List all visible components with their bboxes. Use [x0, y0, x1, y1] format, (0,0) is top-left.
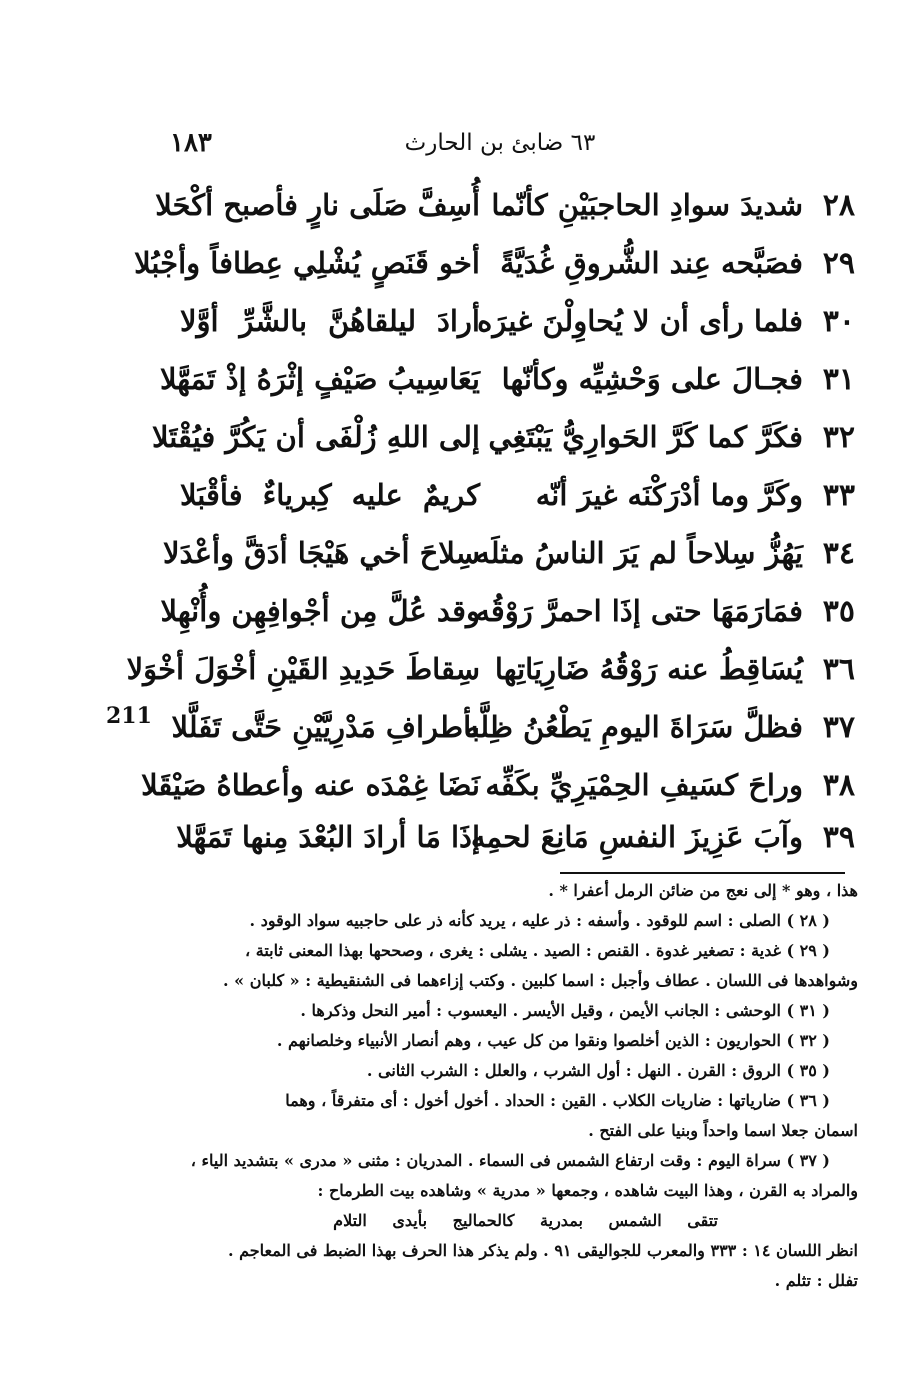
- verse-first-hemistich: فجـالَ على وَحْشِيِّه وكأنّها: [501, 362, 803, 396]
- verse-second-hemistich: نَضَا غِمْدَه عنه وأعطاهُ صَيْقَلا: [141, 768, 480, 802]
- poem-verse: [151, 412, 855, 470]
- verse-first-hemistich: فلما رأى أن لا يُحاوِلْنَ غيرَه: [477, 304, 803, 338]
- verse-second-hemistich: وقد عُلَّ مِن أجْوافِهِن وأُنْهِلا: [160, 594, 480, 628]
- verse-first-hemistich: وراحَ كسَيفِ الحِمْيَرِيِّ بكَفِّه: [485, 768, 803, 802]
- poem-verse: [176, 812, 855, 870]
- footnote-line: ( ٣٧ ) سراة اليوم : وقت ارتفاع الشمس فى السماء . المدريان : مثنى « مدرى » بتشديد الياء ،: [190, 1151, 830, 1170]
- footnotes: [140, 876, 858, 1296]
- poem-verse: [160, 586, 855, 644]
- poem-verse: [141, 760, 855, 818]
- margin-page-number: 211: [106, 703, 152, 729]
- verse-second-hemistich: إلى اللهِ زُلْفَى أن يَكُرَّ فيُقْتَلا: [151, 420, 480, 454]
- verse-second-hemistich: أخو قَنَصٍ يُشْلِي عِطافاً وأجْبُلا: [134, 246, 480, 280]
- footnote-line: اسمان جعلا اسما واحداً وبنيا على الفتح .: [588, 1121, 858, 1140]
- verse-number: ٣٣: [822, 478, 855, 513]
- footnote-line: والمراد به القرن ، وهذا البيت شاهده ، وجمعها « مدرية » وشاهده بيت الطرماح :: [317, 1181, 858, 1200]
- page-number: ١٨٣: [170, 128, 212, 158]
- verse-first-hemistich: فكَرَّ كما كَرَّ الحَوارِيُّ يَبْتَغِي: [488, 420, 803, 454]
- footnote-line: ( ٢٨ ) الصلى : اسم للوقود . وأسفه : ذر عليه ، يريد كأنه ذر على حاجبيه سواد الوقود .: [249, 911, 830, 930]
- verse-second-hemistich: أُسِفَّ صَلَى نارٍ فأصبح أكْحَلا: [155, 188, 480, 222]
- verse-number: ٣٧: [822, 710, 855, 745]
- verse-first-hemistich: وآبَ عَزِيزَ النفسِ مَانِعَ لحمِه: [470, 820, 803, 854]
- poem-verse: [180, 296, 855, 354]
- footnote-line: ( ٣٥ ) الروق : القرن . النهل : أول الشرب ، والعلل : الشرب الثانى .: [366, 1061, 830, 1080]
- verse-second-hemistich: إذَا مَا أرادَ البُعْدَ مِنها تَمَهَّلا: [176, 820, 480, 854]
- poem-verse: [180, 470, 855, 528]
- verse-second-hemistich: كريمٌ عليه كِبرياءٌ فأقْبَلا: [180, 478, 480, 512]
- verse-first-hemistich: فظلَّ سَرَاةَ اليومِ يَطْعُنُ ظِلَّه: [464, 710, 803, 744]
- verse-first-hemistich: فصَبَّحه عِند الشُّروقِ غُدَيَّةً: [500, 246, 803, 280]
- verse-first-hemistich: وكَرَّ وما أدْرَكْنَه غيرَ أنّه: [535, 478, 803, 512]
- footnote-line: وشواهدها فى اللسان . عطاف وأجبل : اسما كلبين . وكتب إزاءهما فى الشنقيطية : « كلبان » .: [223, 971, 858, 990]
- verse-first-hemistich: يَهُزُّ سِلاحاً لم يَرَ الناسُ مثلَه: [475, 536, 803, 570]
- verse-number: ٢٩: [822, 246, 855, 281]
- verse-number: ٣٩: [822, 820, 855, 855]
- running-head: ٦٣ ضابئ بن الحارث: [404, 130, 596, 156]
- footnote-line: تفلل : تثلم .: [774, 1271, 858, 1290]
- verse-number: ٢٨: [822, 188, 855, 223]
- footnote-line: انظر اللسان ١٤ : ٣٣٣ والمعرب للجواليقى ٩١ . ولم يذكر هذا الحرف بهذا الضبط فى المعاجم .: [228, 1241, 858, 1260]
- verse-number: ٣١: [822, 362, 855, 397]
- footnote-line: ( ٢٩ ) غدية : تصغير غدوة . القنص : الصيد . يشلى : يغرى ، وصححها بهذا المعنى ثابتة ،: [245, 941, 830, 960]
- verse-second-hemistich: سِقاطَ حَدِيدِ القَيْنِ أخْوَلَ أخْوَلا: [126, 652, 480, 686]
- verse-first-hemistich: فمَارَمَهَا حتى إذَا احمرَّ رَوْقُه: [475, 594, 803, 628]
- verse-number: ٣٠: [822, 304, 855, 339]
- footnote-line: ( ٣١ ) الوحشى : الجانب الأيمن ، وقيل الأيسر . اليعسوب : أمير النحل وذكرها .: [300, 1001, 830, 1020]
- footnote-divider: [560, 872, 845, 874]
- poem-verse: [159, 354, 855, 412]
- verse-number: ٣٦: [822, 652, 855, 687]
- verse-number: ٣٢: [822, 420, 855, 455]
- footnote-line: ( ٣٦ ) ضارياتها : ضاريات الكلاب . القين : الحداد . أخول أخول : أى متفرقاً ، وهما: [285, 1091, 830, 1110]
- verse-second-hemistich: أرادَ ليلقاهُنَّ بالشَّرِّ أوَّلا: [180, 304, 480, 338]
- verse-first-hemistich: يُسَاقِطُ عنه رَوْقُهُ ضَارِيَاتِها: [494, 652, 803, 686]
- poem-verse: [171, 702, 855, 760]
- poem-verse: [134, 238, 855, 296]
- verse-first-hemistich: شديدَ سوادِ الحاجبَيْنِ كأنّما: [491, 188, 803, 222]
- verse-second-hemistich: يَعَاسِيبُ صَيْفٍ إثْرَهُ إذْ تَمَهَّلا: [159, 362, 480, 396]
- verse-number: ٣٨: [822, 768, 855, 803]
- poem-verse: [162, 528, 855, 586]
- footnote-line: هذا ، وهو * إلى نعج من ضائن الرمل أعفرا * .: [548, 881, 858, 900]
- verse-number: ٣٤: [822, 536, 855, 571]
- poem-verse: [126, 644, 855, 702]
- verse-second-hemistich: سِلاحَ أخي هَيْجَا أدَقَّ وأعْدَلا: [162, 536, 480, 570]
- footnote-quoted-verse: تتقى الشمس بمدرية كالحماليج بأيدى التلام: [333, 1211, 718, 1230]
- verse-second-hemistich: بأطرافِ مَدْرِيَّيْنِ حَتَّى تَفَلَّلا: [171, 710, 480, 744]
- verse-number: ٣٥: [822, 594, 855, 629]
- poem-verse: [155, 180, 855, 238]
- footnote-line: ( ٣٢ ) الحواريون : الذين أخلصوا ونقوا من كل عيب ، وهم أنصار الأنبياء وخلصانهم .: [276, 1031, 830, 1050]
